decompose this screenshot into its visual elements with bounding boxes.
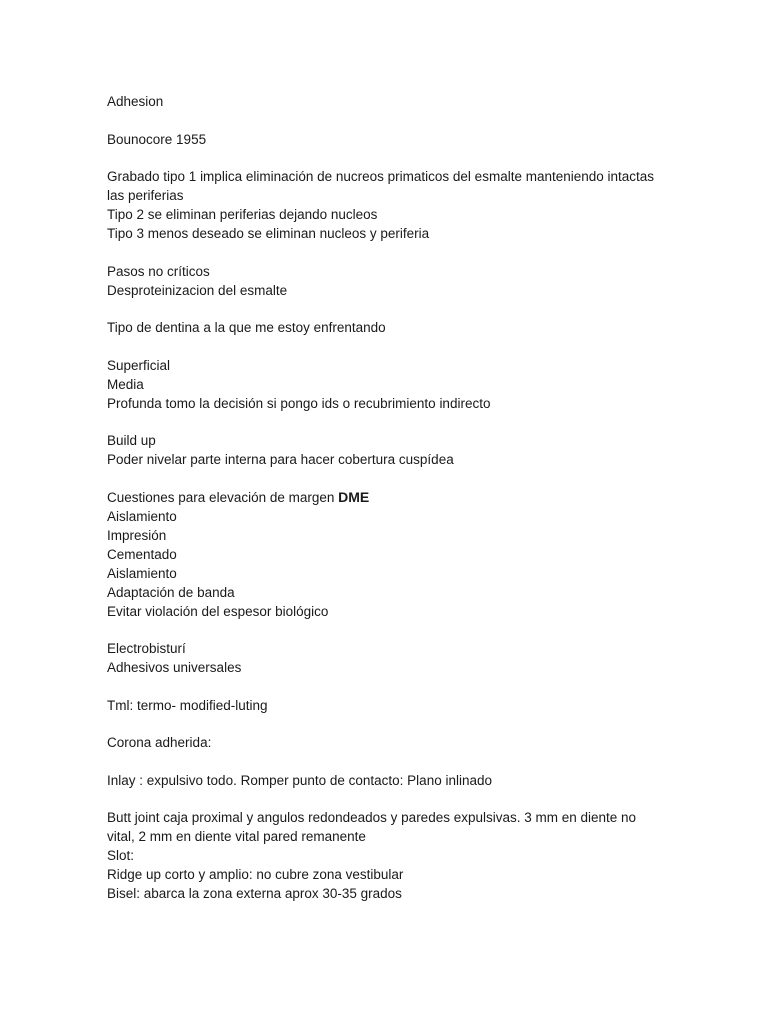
paragraph-corona [107,733,667,752]
corona-adherida-line: Corona adherida: [107,735,212,750]
cuestiones-item: Aislamiento [107,565,177,581]
paragraph-build-up [107,431,667,469]
butt-joint-line: Butt joint caja proximal y angulos redondeados y paredes expulsivas. 3 mm en diente no vital, 2 mm en diente vital pared remanente [107,810,637,844]
paragraph-cuestiones [107,488,667,621]
grabado-tipo-2-line: Tipo 2 se eliminan periferias dejando nucleos [107,207,378,222]
desproteinizacion-line: Desproteinizacion del esmalte [107,282,288,298]
paragraph-author [107,130,667,149]
inlay-line: Inlay : expulsivo todo. Romper punto de contacto: Plano inlinado [107,772,492,788]
paragraph-electro [107,639,667,677]
cuestiones-item: Adaptación de banda [107,584,235,600]
paragraph-pasos [107,262,667,300]
cuestiones-item: Cementado [107,546,177,562]
cuestiones-item: Impresión [107,527,167,543]
grabado-tipo-1-line: Grabado tipo 1 implica eliminación de nucreos primaticos del esmalte manteniendo intactas las periferias [107,169,655,203]
paragraph-title [107,92,667,111]
document-body [107,92,667,922]
bisel-line: Bisel: abarca la zona externa aprox 30-35 grados [107,886,402,901]
cuestiones-heading-text: Cuestiones para elevación de margen [107,489,339,505]
build-up-description-line: Poder nivelar parte interna para hacer cobertura cuspídea [107,452,454,467]
paragraph-tipo-dentina [107,318,667,337]
cuestiones-item: Evitar violación del espesor biológico [107,603,329,619]
electrobisturi-line: Electrobisturí [107,641,186,656]
paragraph-tml [107,696,667,715]
paragraph-grabado [107,167,667,243]
author-year-line: Bounocore 1955 [107,131,207,147]
grabado-tipo-3-line: Tipo 3 menos deseado se eliminan nucleos y periferia [107,226,430,241]
document-title: Adhesion [107,94,164,109]
pasos-heading-line: Pasos no críticos [107,263,210,279]
media-line: Media [107,376,144,392]
ridge-up-line: Ridge up corto y amplio: no cubre zona vestibular [107,867,404,882]
paragraph-inlay [107,771,667,790]
build-up-heading-line: Build up [107,433,156,448]
tml-line: Tml: termo- modified-luting [107,697,268,713]
cuestiones-heading-line [107,488,667,507]
tipo-dentina-line: Tipo de dentina a la que me estoy enfrentando [107,320,386,335]
profunda-line: Profunda tomo la decisión si pongo ids o recubrimiento indirecto [107,395,491,411]
slot-line: Slot: [107,848,135,863]
superficial-line: Superficial [107,357,171,373]
paragraph-butt-joint [107,808,667,903]
paragraph-dentina-niveles [107,356,667,413]
adhesivos-universales-line: Adhesivos universales [107,660,242,675]
dme-bold-label: DME [338,488,370,505]
cuestiones-item: Aislamiento [107,508,177,524]
